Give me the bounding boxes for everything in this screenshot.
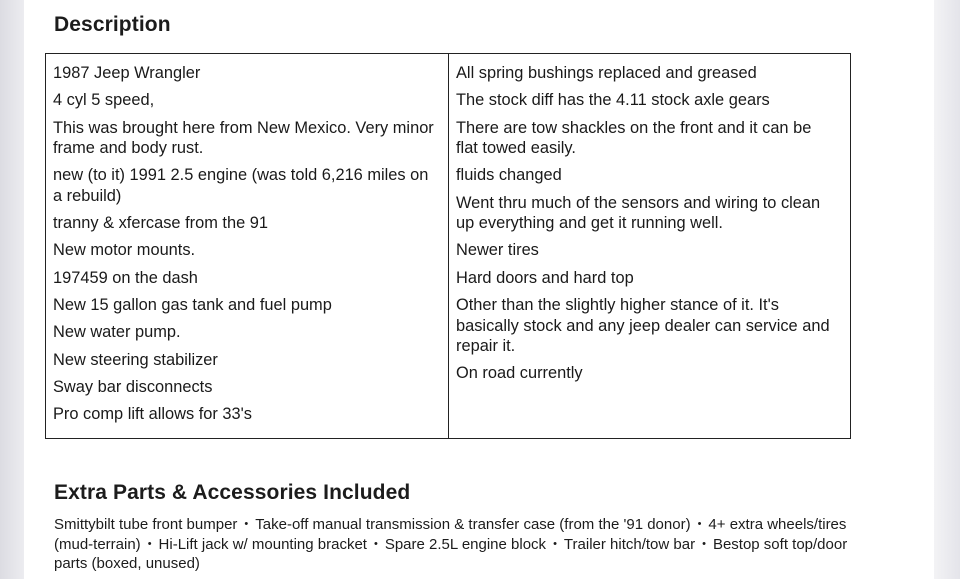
bullet-separator: • xyxy=(244,518,249,530)
extras-item: Trailer hitch/tow bar xyxy=(563,535,696,553)
description-table xyxy=(45,53,851,439)
description-row: New water pump. xyxy=(53,323,181,342)
page-left-margin xyxy=(0,0,24,579)
description-row: New 15 gallon gas tank and fuel pump xyxy=(53,296,332,315)
description-row: fluids changed xyxy=(456,166,562,185)
description-row: Pro comp lift allows for 33's xyxy=(53,405,252,424)
description-row: new (to it) 1991 2.5 engine (was told 6,216 miles on a rebuild) xyxy=(53,166,429,205)
bullet-separator: • xyxy=(553,537,557,550)
description-row: Newer tires xyxy=(456,241,539,260)
description-right-column xyxy=(449,54,850,438)
bullet-separator: • xyxy=(697,518,702,530)
description-row: New motor mounts. xyxy=(53,241,196,260)
description-heading: Description xyxy=(54,13,171,36)
bullet-separator: • xyxy=(373,537,378,550)
bullet-separator: • xyxy=(147,537,152,550)
page-right-margin xyxy=(934,0,960,579)
description-row: On road currently xyxy=(456,364,583,383)
description-row: tranny & xfercase from the 91 xyxy=(53,214,268,233)
description-row: 197459 on the dash xyxy=(53,268,198,287)
extras-item: Hi-Lift jack w/ mounting bracket xyxy=(158,535,367,553)
description-row: Sway bar disconnects xyxy=(53,377,213,396)
extras-item: 4+ extra wheels/tires (mud-terrain) xyxy=(54,516,847,553)
extras-heading: Extra Parts & Accessories Included xyxy=(54,481,411,504)
description-row: 4 cyl 5 speed, xyxy=(53,91,155,110)
description-row: The stock diff has the 4.11 stock axle gears xyxy=(456,91,770,110)
description-row: Went thru much of the sensors and wiring to clean up everything and get it running well. xyxy=(456,193,821,233)
extras-item: Take-off manual transmission & transfer case (from the '91 donor) xyxy=(255,516,691,533)
description-row: This was brought here from New Mexico. Very minor frame and body rust. xyxy=(53,118,434,158)
extras-item: Spare 2.5L engine block xyxy=(384,535,547,553)
description-row: All spring bushings replaced and greased xyxy=(456,64,757,82)
bullet-separator: • xyxy=(702,537,706,550)
description-row: Other than the slightly higher stance of it. It's basically stock and any jeep dealer can service and repair it. xyxy=(456,296,830,356)
description-row: 1987 Jeep Wrangler xyxy=(53,64,201,82)
description-left-column xyxy=(46,54,449,438)
extras-item: Bestop soft top/door parts (boxed, unused) xyxy=(54,535,848,573)
description-row: There are tow shackles on the front and it can be flat towed easily. xyxy=(456,118,812,158)
description-row: New steering stabilizer xyxy=(53,350,218,369)
extras-list xyxy=(54,515,874,574)
description-row: Hard doors and hard top xyxy=(456,268,634,287)
extras-item: Smittybilt tube front bumper xyxy=(54,516,238,533)
